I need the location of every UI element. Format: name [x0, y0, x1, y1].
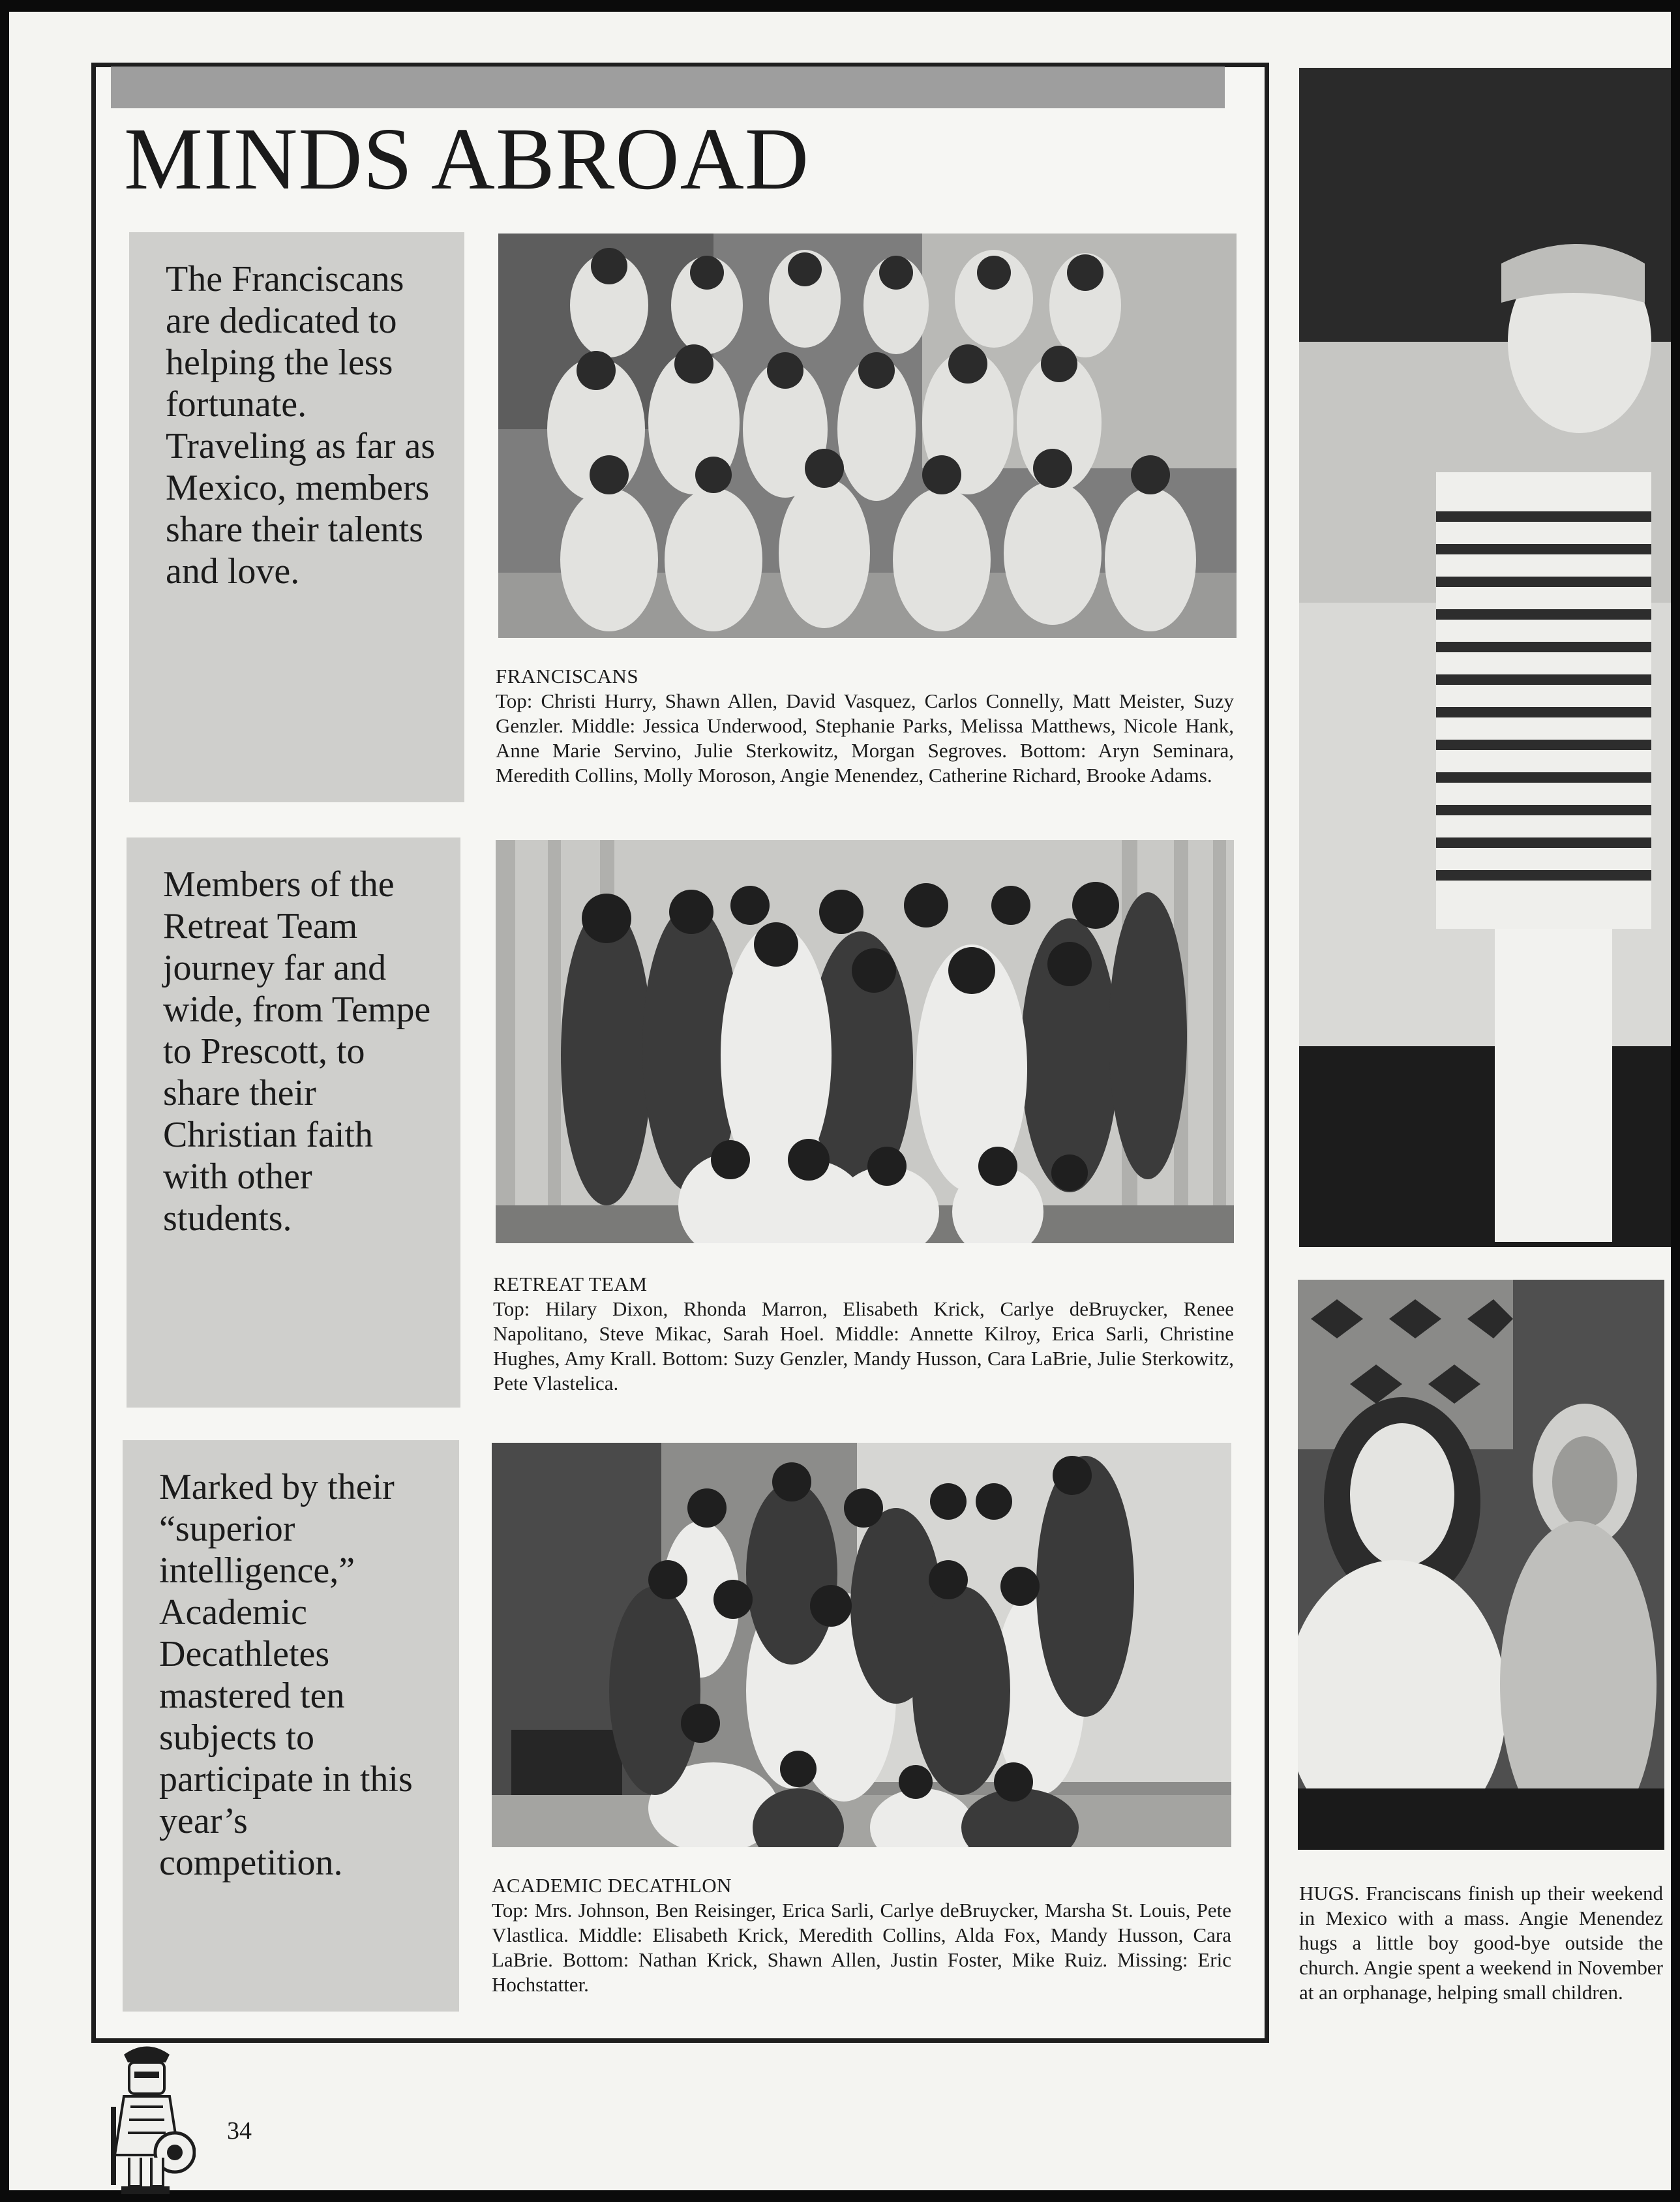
hugs-photo [1298, 1280, 1664, 1850]
franciscans-caption-text: Top: Christi Hurry, Shawn Allen, David Vasquez, Carlos Connelly, Matt Meister, Suzy Genzler. Middle: Jessica Underwood, Stephanie Parks, Melissa Matthews, Nicole Hank, Anne Marie Servino, Julie Sterkowitz, Morgan Segroves. Bottom: Aryn Seminara, Meredith Collins, Molly Moroson, Angie Menendez, Catherine Richard, Brooke Adams. [496, 689, 1234, 787]
franciscans-caption-title: FRANCISCANS [496, 665, 639, 687]
retreat-team-caption-text: Top: Hilary Dixon, Rhonda Marron, Elisabeth Krick, Carlye deBruycker, Renee Napolitano, Steve Mikac, Sarah Hoel. Middle: Annette Kilroy, Erica Sarli, Christine Hughes, Amy Krall. Bottom: Suzy Genzler, Mandy Husson, Cara LaBrie, Julie Sterkowitz, Pete Vlastelica. [493, 1297, 1234, 1395]
decathlon-caption-text: Top: Mrs. Johnson, Ben Reisinger, Erica Sarli, Carlye deBruycker, Marsha St. Louis, Pete Vlastlica. Middle: Elisabeth Krick, Meredith Collins, Alda Fox, Mandy Husson, Cara LaBrie. Bottom: Nathan Krick, Shawn Allen, Justin Foster, Mike Ruiz. Missing: Eric Hochstatter. [492, 1899, 1231, 1996]
title-bar [111, 67, 1225, 108]
decathlon-blurb: Marked by their “superior intelligence,” Academic Decathletes mastered ten subjects to participate in this year’s competition. [159, 1467, 413, 1883]
decathlon-group-photo [492, 1443, 1231, 1847]
franciscans-group-photo [498, 234, 1237, 638]
retreat-team-caption [493, 1272, 1234, 1396]
decathlon-blurb-box [123, 1440, 459, 2012]
decathlon-caption-title: ACADEMIC DECATHLON [492, 1874, 732, 1897]
page-title: MINDS ABROAD [124, 110, 810, 208]
trojan-mascot-logo [98, 2042, 196, 2198]
franciscans-blurb: The Franciscans are dedicated to helping the less fortunate. Traveling as far as Mexico, members share their talents and love. [166, 259, 436, 592]
franciscans-caption [496, 664, 1234, 788]
page-number: 34 [227, 2117, 252, 2145]
retreat-team-caption-title: RETREAT TEAM [493, 1273, 648, 1295]
retreat-team-group-photo [496, 840, 1234, 1243]
hugs-caption: HUGS. Franciscans finish up their weekend in Mexico with a mass. Angie Menendez hugs a little boy good-bye outside the church. Angie spent a weekend in November at an orphanage, helping small children. [1299, 1882, 1663, 2004]
decathlon-caption [492, 1873, 1231, 1997]
candid-woman-photo [1299, 68, 1671, 1247]
franciscans-blurb-box [129, 232, 464, 802]
retreat-team-blurb: Members of the Retreat Team journey far and wide, from Tempe to Prescott, to share their Christian faith with other students. [163, 864, 431, 1239]
retreat-team-blurb-box [127, 837, 460, 1408]
